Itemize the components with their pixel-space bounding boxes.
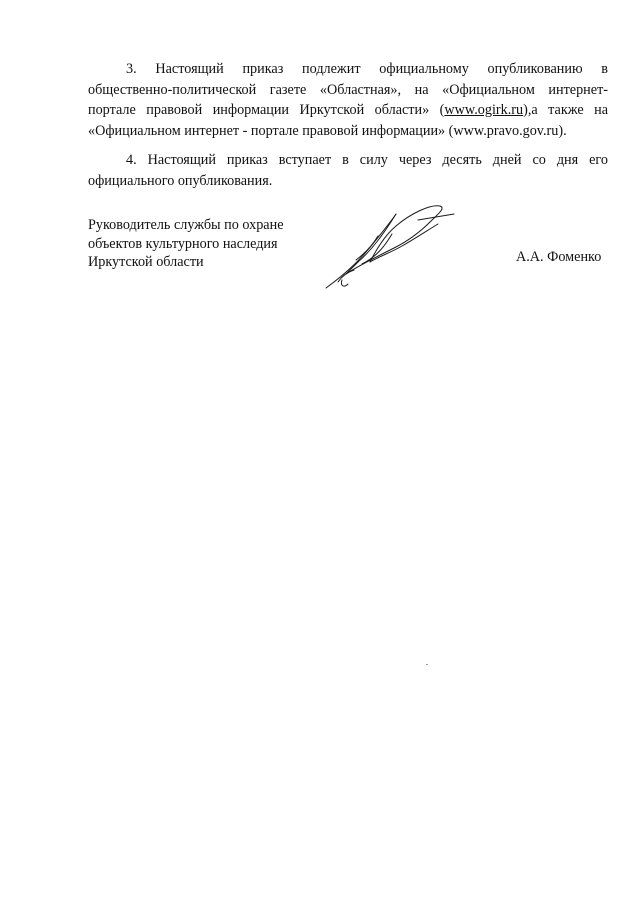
position-line-2: объектов культурного наследия: [88, 235, 278, 252]
paragraph-3-line-2: общественно-политической газете «Областная», на «Официальном интернет-: [88, 81, 608, 98]
signatory-name: А.А. Фоменко: [516, 249, 602, 265]
position-line-3: Иркутской области: [88, 254, 204, 270]
ogirk-link[interactable]: www.ogirk.ru: [444, 102, 524, 118]
paragraph-4-line-2: официального опубликования.: [88, 172, 273, 189]
position-line-1: Руководитель службы по охране: [88, 217, 284, 233]
handwritten-signature: [318, 200, 458, 292]
paragraph-3-line-4: «Официальном интернет - портале правовой информации» (www.pravo.gov.ru).: [88, 122, 567, 139]
paragraph-4: [88, 150, 608, 191]
paragraph-3-line-3: [88, 100, 608, 121]
paragraph-4-line-1: 4. Настоящий приказ вступает в силу через десять дней со дня его: [126, 152, 608, 168]
signatory-position: [88, 216, 284, 272]
scan-speck: [426, 664, 428, 665]
line-3-text-before: портале правовой информации Иркутской области» (: [88, 102, 445, 118]
paragraph-3-line-1: 3. Настоящий приказ подлежит официальному опубликованию в: [126, 61, 608, 77]
line-3-text-after: ),а также на: [523, 102, 609, 118]
paragraph-3: [88, 59, 608, 141]
